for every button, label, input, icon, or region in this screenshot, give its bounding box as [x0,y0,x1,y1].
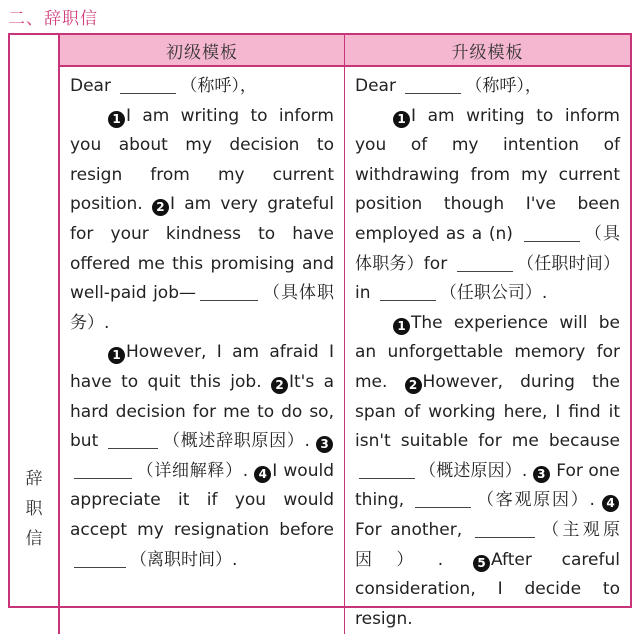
row-label [10,67,60,634]
fill-in-blank [200,283,258,301]
template-text: （客观原因）. [475,490,602,511]
paragraph [355,72,620,102]
template-table [8,33,632,629]
fill-in-blank [359,461,415,479]
fill-in-blank [524,224,580,242]
row-label-char: 职 [25,499,43,520]
section-heading: 二、辞职信 [8,9,98,29]
template-text: Dear [355,76,402,96]
fill-in-blank [405,76,461,94]
template-text: （称呼）， [465,76,542,96]
fill-in-blank [108,431,158,449]
sentence-number-badge: 5 [473,555,490,572]
fill-in-blank [457,254,513,272]
paragraph [70,338,334,575]
advanced-template-text [345,67,630,634]
column-header-advanced: 升级模板 [345,35,630,67]
template-text: However, I am afraid I have to quit this job. [70,342,334,392]
fill-in-blank [74,461,132,479]
template-text: Dear [70,76,117,96]
template-text: （概述原因）. [419,460,533,481]
paragraph [355,102,620,309]
fill-in-blank [74,550,126,568]
template-text: （概述辞职原因）. [162,431,316,452]
paragraph [70,102,334,339]
fill-in-blank [415,490,471,508]
template-text: It's a hard decision for me to do so, but [70,371,335,452]
sentence-number-badge: 1 [108,347,125,364]
sentence-number-badge: 3 [316,436,333,453]
template-text: （详细解释）. [136,460,255,481]
column-header-basic: 初级模板 [60,35,345,67]
template-text: （具体职务）. [70,283,334,333]
fill-in-blank [475,520,535,538]
row-label-char: 信 [25,529,43,550]
template-text: I am writing to inform you of my intention of withdrawing from my current position though I've been employed as a (n) [355,105,620,244]
basic-template-text [60,67,345,634]
template-text: （具体职务）for [355,223,620,274]
sentence-number-badge: 2 [152,199,169,216]
template-text: （任职时间）in [355,253,621,304]
sentence-number-badge: 4 [602,495,619,512]
template-text: I would appreciate it if you would accept my resignation before [70,460,334,540]
fill-in-blank [380,283,436,301]
template-text: I am very grateful for your kindness to have offered me this promising and well-paid job— [70,194,334,304]
sentence-number-badge: 1 [393,318,410,335]
template-text: For one thing, [355,460,620,511]
sentence-number-badge: 2 [271,377,288,394]
template-text: After careful consideration, I decide to resign. [355,549,620,629]
sentence-number-badge: 1 [393,111,410,128]
sentence-number-badge: 3 [533,466,550,483]
template-text: （主观原因）. [355,519,620,570]
paragraph [70,72,334,102]
template-text: I am writing to inform you about my decision to resign from my current position. [70,105,334,215]
row-label-char: 辞 [25,469,43,490]
template-text: （离职时间）. [130,549,238,570]
template-text: The experience will be an unforgettable memory for me. [355,312,620,392]
paragraph [355,309,620,634]
template-text: However, during the span of working here, I find it isn't suitable for me because [355,371,620,452]
template-text: （称呼）， [180,76,257,96]
table-corner [10,35,60,67]
fill-in-blank [120,76,176,94]
sentence-number-badge: 2 [405,377,422,394]
template-text: （任职公司）. [439,283,548,304]
template-text: For another, [355,519,471,540]
sentence-number-badge: 4 [254,466,271,483]
sentence-number-badge: 1 [108,111,125,128]
